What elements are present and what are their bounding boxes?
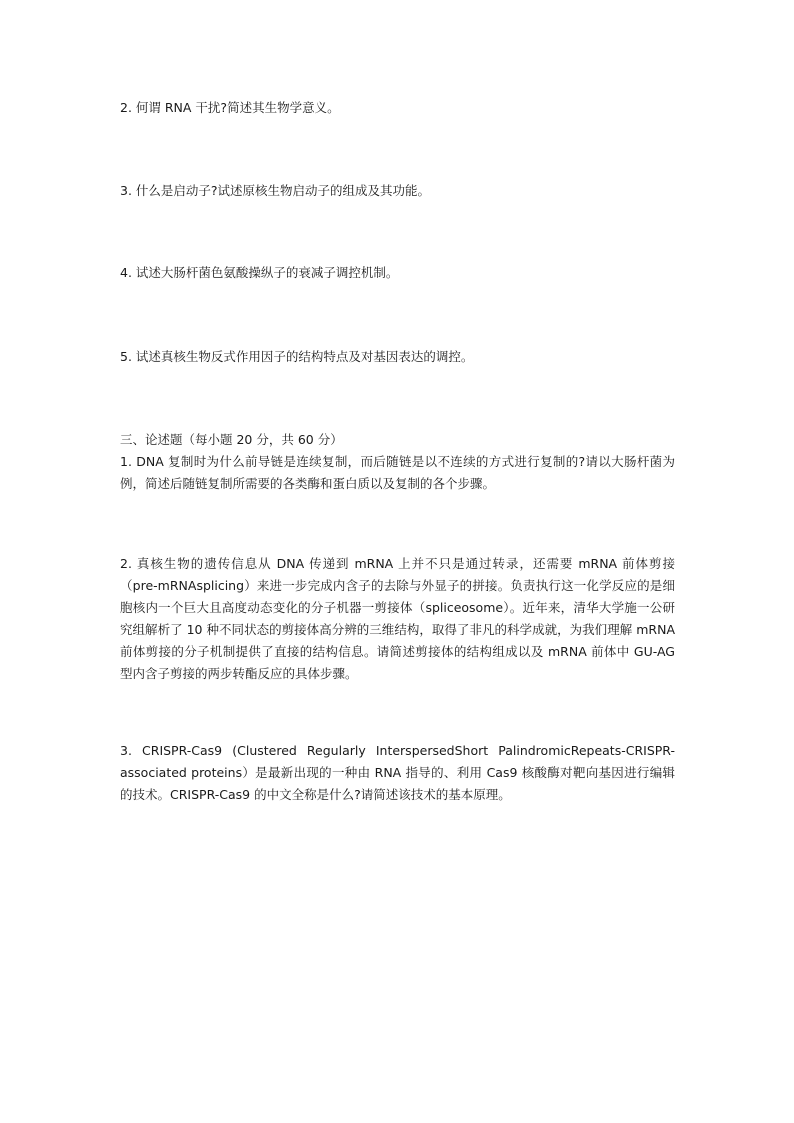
essay-section-heading: 三、论述题（每小题 20 分，共 60 分） [120,432,343,447]
essay-question-1-dna-replication: 1. DNA 复制时为什么前导链是连续复制，而后随链是以不连续的方式进行复制的?请以大肠杆菌为例，简述后随链复制所需要的各类酶和蛋白质以及复制的各个步骤。 [120,454,675,491]
essay-question-2-spliceosome: 2. 真核生物的遗传信息从 DNA 传递到 mRNA 上并不只是通过转录，还需要 mRNA 前体剪接（pre-mRNAsplicing）来进一步完成内含子的去除与外显子的拼接。负责执行这一化学反应的是细胞核内一个巨大且高度动态变化的分子机器一剪接体（spliceosome）。近年来，清华大学施一公研究组解析了 10 种不同状态的剪接体高分辨的三维结构，取得了非凡的科学成就，为我们理解 mRNA 前体剪接的分子机制提供了直接的结构信息。请简述剪接体的结构组成以及 mRNA 前体中 GU-AG 型内含子剪接的两步转酯反应的具体步骤。 [120,556,675,681]
question-4-attenuator: 4. 试述大肠杆菌色氨酸操纵子的衰减子调控机制。 [120,265,399,280]
question-2-rna-interference: 2. 何谓 RNA 干扰?简述其生物学意义。 [120,100,340,115]
essay-question-3-crispr-cas9: 3. CRISPR-Cas9 (Clustered Regularly InterspersedShort PalindromicRepeats-CRISPR-associated proteins）是最新出现的一种由 RNA 指导的、利用 Cas9 核酸酶对靶向基因进行编辑的技术。CRISPR-Cas9 的中文全称是什么?请简述该技术的基本原理。 [120,743,675,802]
question-3-promoter: 3. 什么是启动子?试述原核生物启动子的组成及其功能。 [120,183,431,198]
question-5-trans-acting-factor: 5. 试述真核生物反式作用因子的结构特点及对基因表达的调控。 [120,349,474,364]
